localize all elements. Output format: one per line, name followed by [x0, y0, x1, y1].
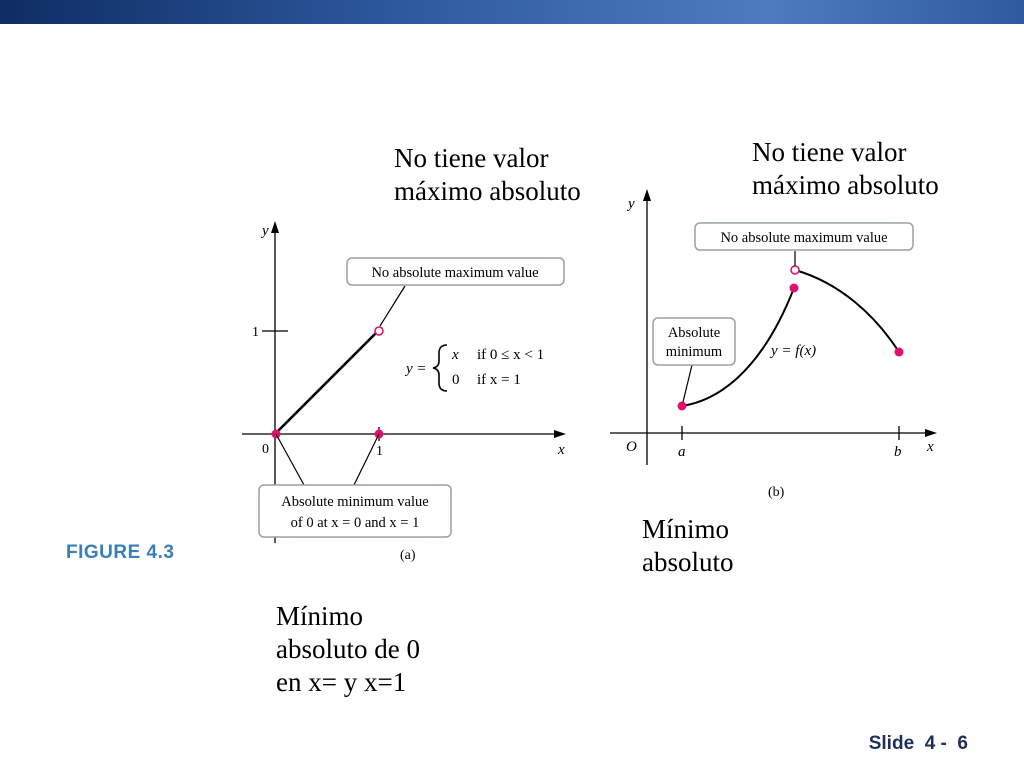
graph-a-piece2-cond: if x = 1 [477, 372, 521, 388]
graph-b-curve-label: y = f(x) [771, 343, 817, 359]
graph-b-tick-a: a [678, 444, 686, 460]
graph-a-callout-min-text-2: of 0 at x = 0 and x = 1 [290, 515, 420, 531]
graph-a-piecewise-lhs: y = [406, 361, 427, 377]
graph-a-piece2-expr: 0 [452, 372, 460, 388]
graph-a-callout-min-text-1: Absolute minimum value [281, 494, 429, 510]
graph-a-callout-max-text: No absolute maximum value [371, 265, 539, 281]
graph-a [230, 215, 590, 575]
graph-b-callout-max-text: No absolute maximum value [720, 230, 888, 246]
note-right-bottom: Mínimo absoluto [642, 514, 734, 577]
graph-a-axis-x-label: x [558, 442, 565, 458]
graph-b-point-min [678, 402, 687, 411]
graph-a-brace [433, 345, 447, 391]
graph-a-open-point [375, 327, 383, 335]
graph-b-origin-label: O [626, 439, 637, 455]
graph-b-open-point [791, 266, 799, 274]
graph-a-tick-x-0: 0 [262, 442, 269, 457]
graph-b-tick-b: b [894, 444, 902, 460]
figure-label: FIGURE 4.3 [66, 542, 175, 563]
graph-a-line-segment [276, 333, 376, 433]
graph-b-caption: (b) [768, 485, 785, 500]
slide-number: Slide 4 - 6 [868, 733, 968, 754]
graph-b-axis-y-label: y [628, 196, 635, 212]
graph-a-callout-max-leader [380, 286, 405, 326]
graph-a-piece1-expr: x [452, 347, 459, 363]
graph-b-point-b [895, 348, 904, 357]
graph-a-tick-x-1: 1 [376, 444, 383, 459]
graph-b [605, 185, 955, 505]
graph-b-callout-min-leader [683, 365, 692, 402]
note-left-top: No tiene valor máximo absoluto [394, 143, 581, 206]
graph-b-curve-right [795, 270, 899, 352]
note-left-bottom: Mínimo absoluto de 0 en x= y x=1 [276, 601, 420, 697]
graph-a-piecewise [404, 345, 544, 391]
graph-a-callout-min-leader-left [276, 434, 304, 485]
graph-b-point-jump [790, 284, 799, 293]
graph-b-callout-min-text-2: minimum [665, 344, 723, 360]
graph-a-tick-y-1: 1 [252, 325, 259, 340]
graph-a-axis-y-label: y [262, 223, 269, 239]
graph-a-callout-min-leader-right [354, 434, 379, 485]
graph-b-axis-x-label: x [927, 439, 934, 455]
graph-a-piece1-cond: if 0 ≤ x < 1 [477, 347, 545, 363]
note-right-top: No tiene valor máximo absoluto [752, 137, 939, 200]
graph-a-caption: (a) [400, 548, 416, 563]
slide-top-bar [0, 0, 1024, 24]
graph-b-callout-min-text-1: Absolute [667, 325, 721, 341]
